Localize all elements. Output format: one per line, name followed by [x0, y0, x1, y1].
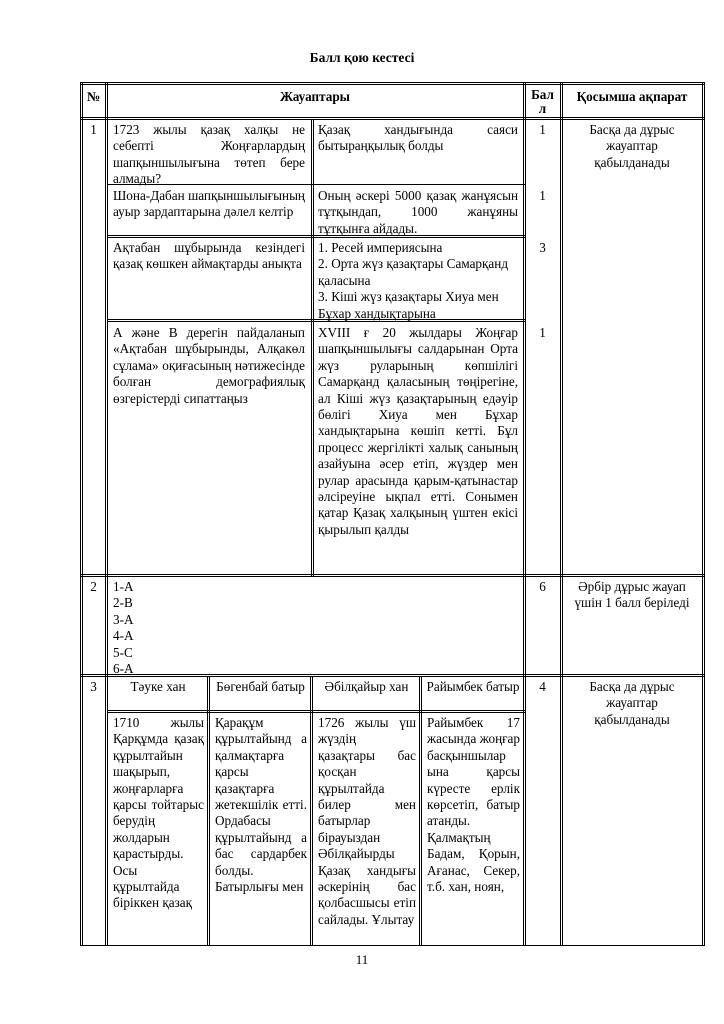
question-cell: Шона-Дабан шапқыншылығының ауыр зардаптарына дәлел келтір: [113, 188, 305, 220]
answer-cell: 1. Ресей империясына 2. Орта жүз қазақтары Самарқанд қаласына 3. Кіші жүз қазақтары Хиуа мен Бұхар хандықтарына: [318, 240, 509, 321]
hero-description: Қарақұм құрылтайынд а қалмақтарға қарсы қазақтарға жетекшілік етті. Ордабасы құрылтайынд а бас сардарбек болды. Батырлығы мен: [215, 715, 307, 895]
page-number: 11: [355, 952, 369, 967]
score-cell: 4: [539, 679, 546, 694]
extra-info-cell: Әрбір дұрыс жауап үшін 1 балл беріледі: [574, 579, 690, 611]
question-cell: 1723 жылы қазақ халқы не себепті Жоңғарлардың шапқыншылығына төтеп бере алмады?: [113, 122, 305, 187]
row-number: 3: [90, 679, 97, 694]
answer-cell: XVIII ғ 20 жылдары Жоңғар шапқыншылығы салдарынан Орта жүз руларының көпшілігі Самарқанд қаласының төңірегіне, ал Кіші жүз қазақтарының едәуір бөлігі Хиуа мен Бұхар хандықтарына көшіп кетті. Бұл процесс жергілікті халық санының азайуына әсер етіп, жүздер мен рулар арасында қарым-қатынастар әлсіреуіне ықпал етті. Сонымен қатар Қазақ халқының үштен екісі қырылып қалды: [318, 325, 518, 537]
header-score-line1: Бал: [531, 87, 554, 102]
score-cell: 3: [539, 240, 546, 255]
question-cell: Ақтабан шұбырында кезіндегі қазақ көшкен аймақтарды анықта: [113, 240, 305, 272]
hero-name: Әбілқайыр хан: [324, 679, 409, 694]
score-cell: 1: [539, 188, 546, 203]
hero-name: Райымбек батыр: [426, 679, 520, 694]
page-title: Балл қою кестесі: [309, 50, 415, 65]
header-extra: Қосымша ақпарат: [576, 89, 688, 104]
hero-name: Бөгенбай батыр: [216, 679, 305, 694]
answer-cell: Қазақ хандығында саяси бытыраңқылық болды: [318, 122, 518, 154]
extra-info-cell: Басқа да дұрыс жауаптар қабылданады: [589, 122, 675, 170]
score-cell: 6: [539, 579, 546, 594]
score-cell: 1: [539, 122, 546, 137]
header-number: №: [86, 89, 101, 104]
hero-name: Тәуке хан: [130, 679, 186, 694]
row-number: 2: [90, 579, 97, 594]
hero-description: 1726 жылы үш жүздің қазақтары бас қосқан құрылтайда билер мен батырлар бірауыздан Әбілқайырды Қазақ хандығы әскерінің бас қолбасшысы етіп сайлады. Ұлытау: [318, 715, 416, 927]
hero-description: Райымбек 17 жасында жоңғар басқыншылар ына қарсы күресте ерлік көрсетіп, батыр атанды. Қалмақтың Бадам, Қорын, Ағанас, Секер, т.б. хан, ноян,: [427, 715, 520, 895]
row-number: 1: [90, 122, 97, 137]
hero-description: 1710 жылы Қарқұмда қазақ құрылтайын шақырып, жоңғарларға қарсы тойтарыс берудің жолдарын қарастырды. Осы құрылтайда біріккен қазақ: [113, 715, 204, 911]
answer-cell: Оның әскері 5000 қазақ жанұясын тұтқындап, 1000 жанұяны тұтқынға айдады.: [318, 188, 518, 236]
header-score-line2: л: [538, 101, 547, 116]
question-cell: А және В дерегін пайдаланып «Ақтабан шұбырынды, Алқакөл сұлама» оқиғасының нәтижесінде болған демографиялық өзгерістерді сипаттаңыз: [113, 325, 305, 406]
extra-info-cell: Басқа да дұрыс жауаптар қабылданады: [589, 679, 675, 727]
score-cell: 1: [539, 325, 546, 340]
answer-key-list: 1-A 2-B 3-A 4-A 5-C 6-A: [113, 579, 134, 677]
header-answers: Жауаптары: [280, 89, 350, 104]
